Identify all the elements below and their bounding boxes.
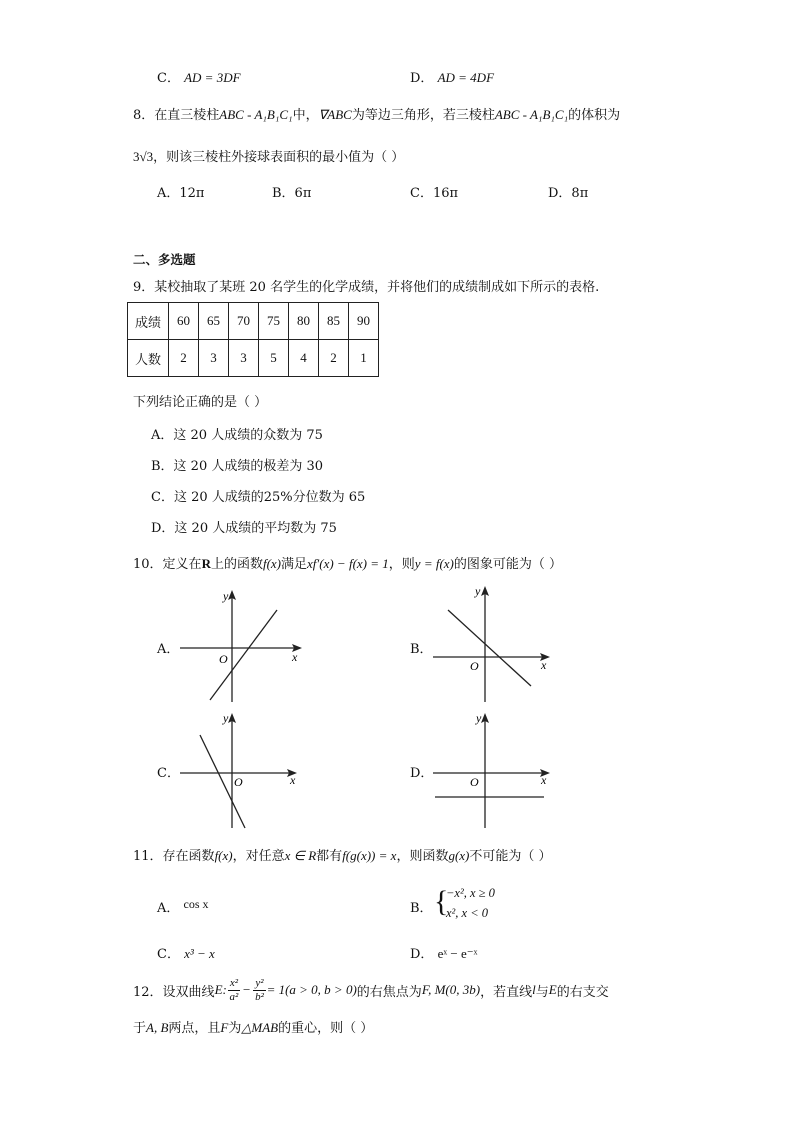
table-cell: 80 [289,303,319,340]
q9-option-c: C．这 20 人成绩的25%分位数为 65 [151,490,366,505]
q11-option-c-expr: x³ − x [184,946,215,961]
q12-line2: 于A, B两点，且F为△MAB的重心，则（ ） [133,1020,374,1036]
table-cell: 2 [169,340,199,377]
q11-option-d: D． eˣ − e⁻ˣ [410,946,478,962]
q11-option-d-expr: eˣ − e⁻ˣ [437,946,478,961]
q9-option-a: A．这 20 人成绩的众数为 75 [151,428,323,443]
q10-graph-a [175,588,315,703]
graph-c-origin: O [234,775,243,789]
graph-d-origin: O [470,775,479,789]
graph-a-origin: O [219,652,228,666]
graph-a-y-label: y [223,589,229,603]
q10-label-b: B． [410,642,433,657]
q10-graph-c [175,710,305,830]
graph-d-x-label: x [541,773,547,787]
table-cell: 65 [199,303,229,340]
table-cell: 2 [319,340,349,377]
q8-option-b: B．6π [272,186,312,201]
q11-option-c: C． x³ − x [157,946,215,962]
q8-volume: 3√3 [133,149,154,164]
table-cell: 75 [259,303,289,340]
graph-b-x-label: x [541,658,547,672]
q8-line1: 8．在直三棱柱ABC - A₁B₁C₁中，∇ABC为等边三角形，若三棱柱ABC - A₁B₁C₁的体积为 [133,107,621,123]
q7-option-c-expr: AD = 3DF [184,70,241,85]
q11-option-b-line1: −x², x ≥ 0 [446,886,495,900]
table-cell: 85 [319,303,349,340]
graph-b-origin: O [470,659,479,673]
table-header-score: 成绩 [128,303,169,340]
table-row-scores [128,303,379,340]
table-cell: 60 [169,303,199,340]
table-cell: 70 [229,303,259,340]
table-cell: 4 [289,340,319,377]
q11-option-a-expr: cos x [183,897,209,911]
table-cell: 3 [229,340,259,377]
q9-option-b: B．这 20 人成绩的极差为 30 [151,459,324,474]
q10-stem: 10．定义在R上的函数f(x)满足xf′(x) − f(x) = 1，则y = f(x)的图象可能为（ ） [133,556,563,572]
graph-c-x-label: x [290,773,296,787]
q9-prompt: 下列结论正确的是（ ） [133,395,268,410]
q7-option-c: C． AD = 3DF [157,70,241,86]
graph-d-y-label: y [476,711,482,725]
q7-option-d: D． AD = 4DF [410,70,495,86]
section-heading: 二、多选题 [133,252,196,267]
q8-line2: 3√3，则该三棱柱外接球表面积的最小值为（ ） [133,149,405,165]
table-cell: 1 [349,340,379,377]
q8-option-d: D．8π [548,186,589,201]
q10-graph-d [428,710,558,830]
q11-option-a: A． cos x [157,897,209,916]
table-header-count: 人数 [128,340,169,377]
graph-a-x-label: x [292,650,298,664]
table-cell: 3 [199,340,229,377]
q11-brace: { [434,885,449,918]
q9-stem: 9．某校抽取了某班 20 名学生的化学成绩，并将他们的成绩制成如下所示的表格. [133,280,600,295]
q12-line1: 12． 设双曲线 E: x² a² − $\frac{\text{y²}}{\text{b²}}$ = 1(a > 0, b > 0) 的右焦点为 F, M(0, 3b) ，若直线 l 与 E 的右支交 [133,976,609,1003]
graph-b-y-label: y [475,584,481,598]
q8-option-a: A．12π [157,186,205,201]
score-table [127,302,379,377]
q11-stem: 11．存在函数f(x)，对任意x ∈ R都有f(g(x)) = x，则函数g(x)不可能为（ ） [133,848,552,864]
q12-fraction-x: x² a² [229,976,239,1003]
table-row-counts [128,340,379,377]
q12-fraction-y: $\frac{\text{y²}}{\text{b²}}$ [255,976,264,1003]
q9-option-d: D．这 20 人成绩的平均数为 75 [151,521,337,536]
table-cell: 90 [349,303,379,340]
q7-option-d-expr: AD = 4DF [437,70,495,85]
q10-label-c: C． [157,766,180,781]
q10-label-a: A． [157,642,180,657]
q10-label-d: D． [410,766,434,781]
q8-option-c: C．16π [410,186,459,201]
q10-graph-b [428,583,558,703]
table-cell: 5 [259,340,289,377]
graph-c-y-label: y [223,711,229,725]
q11-option-b-label: B． [410,901,433,916]
graph-b-line [448,610,531,686]
q11-option-b-line2: x², x < 0 [446,906,489,920]
